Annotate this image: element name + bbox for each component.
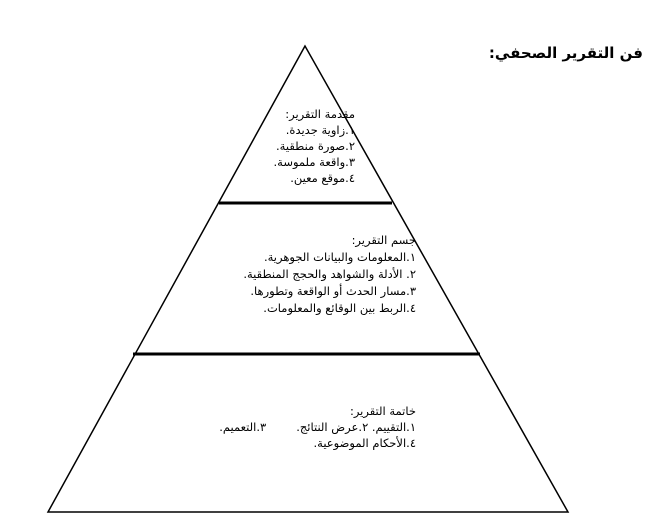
conclusion-item: ١.التقييم.	[371, 420, 416, 434]
intro-heading: مقدمة التقرير:	[285, 107, 355, 121]
intro-item: ٢.صورة منطقية.	[276, 139, 355, 153]
conclusion-section	[219, 403, 416, 451]
page-title: فن التقرير الصحفي:	[488, 44, 643, 62]
intro-item: ٤.موقع معين.	[290, 171, 355, 185]
conclusion-item: ٢.عرض النتائج.	[296, 420, 369, 434]
body-heading: جسم التقرير:	[351, 233, 416, 247]
body-section	[243, 232, 416, 317]
conclusion-item: ٤.الأحكام الموضوعية.	[313, 436, 416, 450]
intro-section	[274, 106, 355, 186]
body-item: ٤.الربط بين الوقائع والمعلومات.	[263, 301, 416, 315]
conclusion-row	[219, 419, 416, 435]
conclusion-item: ٣.التعميم.	[219, 420, 267, 434]
intro-item: ١.زاوية جديدة.	[285, 123, 355, 137]
intro-item: ٣.واقعة ملموسة.	[273, 155, 355, 169]
body-item: ١.المعلومات والبيانات الجوهرية.	[263, 250, 416, 264]
conclusion-heading: خاتمة التقرير:	[349, 404, 416, 418]
body-item: ٣.مسار الحدث أو الواقعة وتطورها.	[250, 284, 416, 298]
body-item: ٢. الأدلة والشواهد والحجج المنطقية.	[243, 267, 416, 281]
